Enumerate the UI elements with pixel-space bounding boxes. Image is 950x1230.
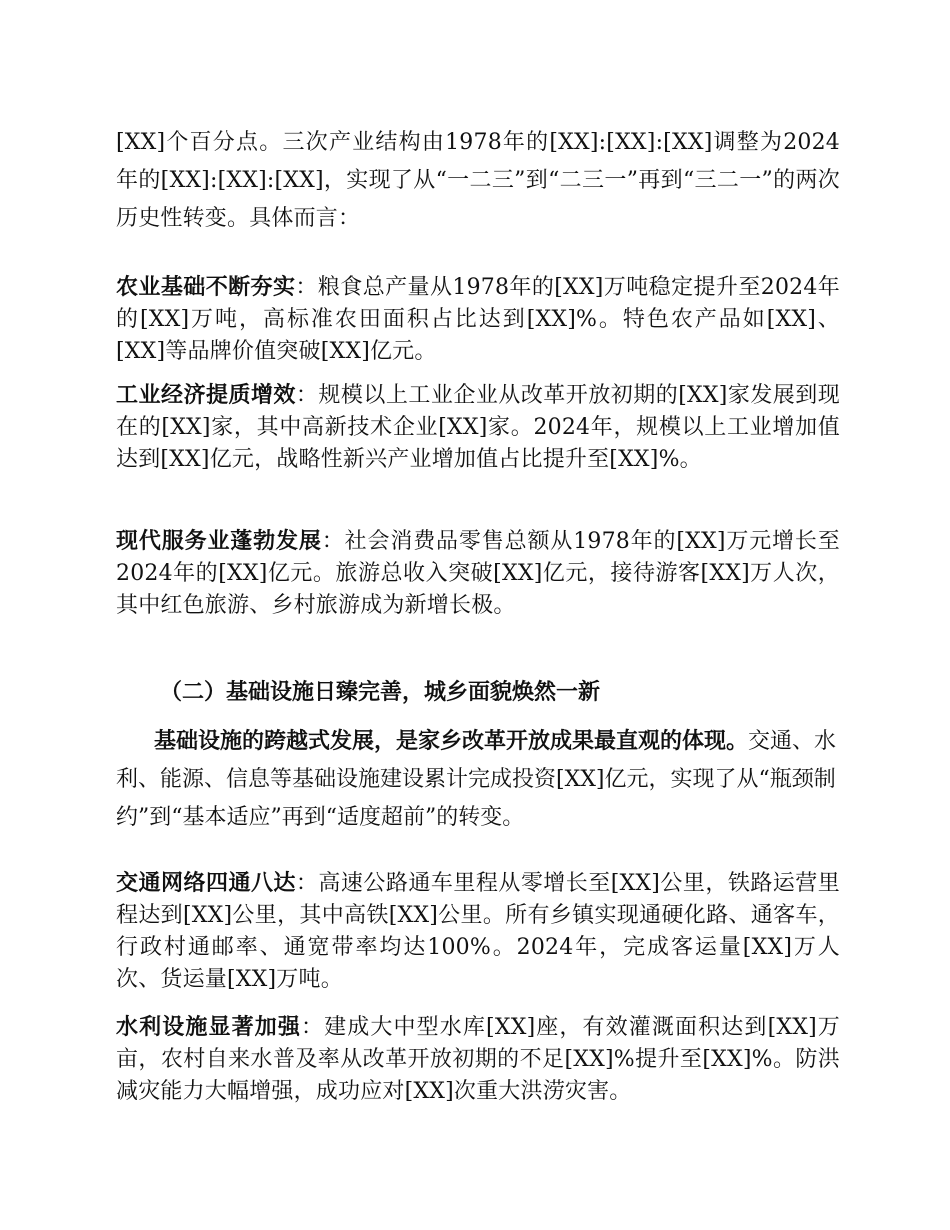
paragraph-industry: [116, 379, 840, 476]
paragraph-lead: 交通网络四通八达: [116, 870, 296, 896]
paragraph-text: ：建成大中型水库[XX]座，有效灌溉面积达到[XX]万亩，农村自来水普及率从改革开放初期的不足[XX]%提升至[XX]%。防洪减灾能力大幅增强，成功应对[XX]次重大洪涝灾害。: [116, 1015, 840, 1104]
paragraph-agriculture: [116, 271, 840, 368]
paragraph-text: [XX]个百分点。三次产业结构由1978年的[XX]:[XX]:[XX]调整为2024年的[XX]:[XX]:[XX]，实现了从“一二三”到“二三一”再到“三二一”的两次历史性转变。具体而言：: [116, 130, 840, 231]
paragraph-lead: 现代服务业蓬勃发展: [116, 528, 322, 554]
paragraph-lead: 工业经济提质增效: [116, 382, 296, 408]
paragraph-lead: 水利设施显著加强: [116, 1014, 302, 1040]
section-heading: （二）基础设施日臻完善，城乡面貌焕然一新: [160, 679, 601, 705]
paragraph-water: [116, 1011, 840, 1108]
paragraph-text: ：规模以上工业企业从改革开放初期的[XX]家发展到现在的[XX]家，其中高新技术企业[XX]家。2024年，规模以上工业增加值达到[XX]亿元，战略性新兴产业增加值占比提升至[XX]%。: [116, 383, 840, 472]
paragraph-lead: 农业基础不断夯实: [116, 274, 296, 300]
paragraph-industry-structure: [116, 124, 840, 238]
paragraph-text: ：社会消费品零售总额从1978年的[XX]万元增长至2024年的[XX]亿元。旅游总收入突破[XX]亿元，接待游客[XX]万人次，其中红色旅游、乡村旅游成为新增长极。: [116, 529, 840, 618]
paragraph-text: 交通、水利、能源、信息等基础设施建设累计完成投资[XX]亿元，实现了从“瓶颈制约”到“基本适应”再到“适度超前”的转变。: [116, 729, 837, 830]
paragraph-services: [116, 525, 840, 622]
paragraph-lead: 基础设施的跨越式发展，是家乡改革开放成果最直观的体现。: [154, 728, 749, 754]
paragraph-transport: [116, 867, 840, 996]
paragraph-text: ：高速公路通车里程从零增长至[XX]公里，铁路运营里程达到[XX]公里，其中高铁[XX]公里。所有乡镇实现通硬化路、通客车，行政村通邮率、通宽带率均达100%。2024年，完成客运量[XX]万人次、货运量[XX]万吨。: [116, 871, 840, 992]
paragraph-infrastructure-intro: [116, 722, 840, 837]
paragraph-text: ：粮食总产量从1978年的[XX]万吨稳定提升至2024年的[XX]万吨，高标准农田面积占比达到[XX]%。特色农产品如[XX]、[XX]等品牌价值突破[XX]亿元。: [116, 275, 840, 364]
